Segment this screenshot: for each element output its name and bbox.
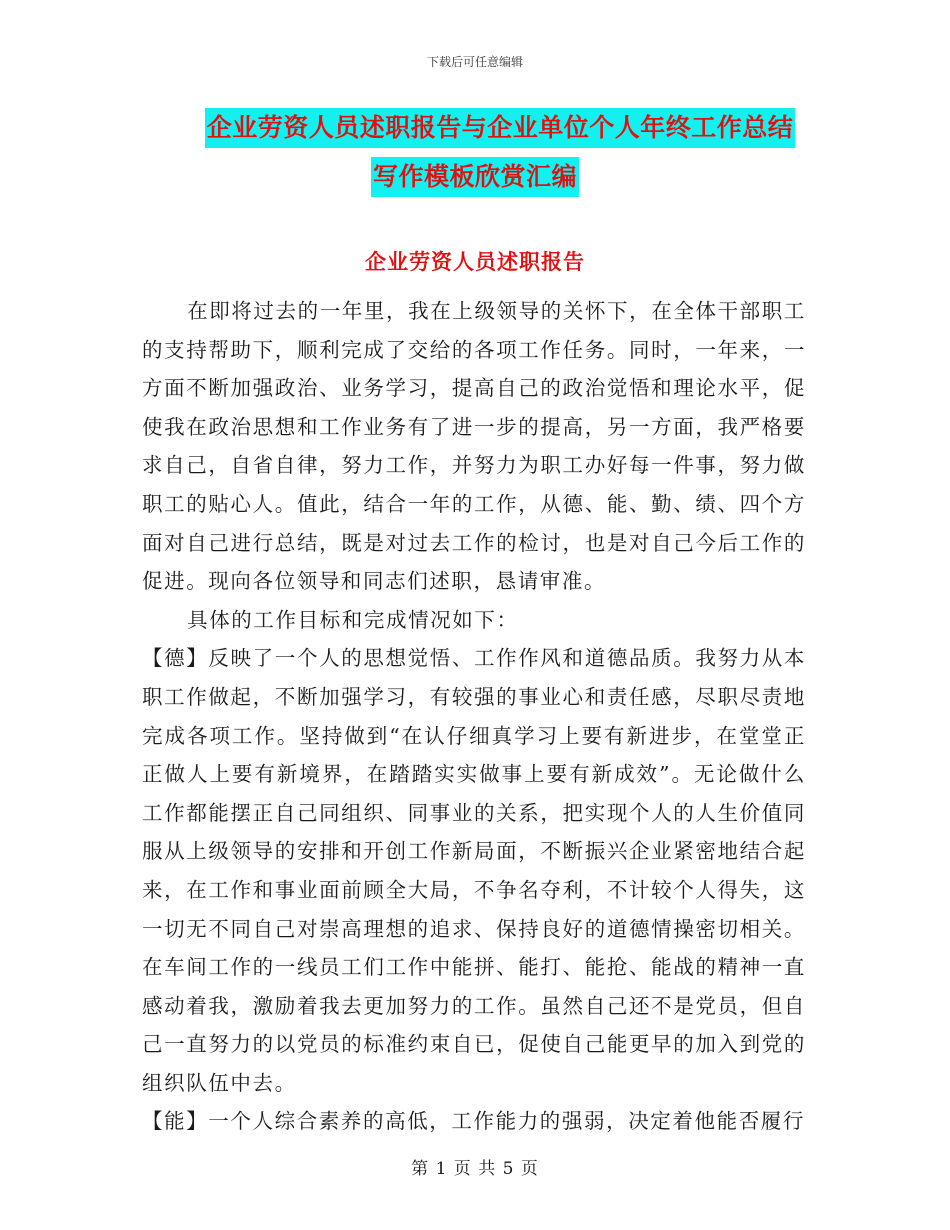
paragraph-de: 【德】反映了一个人的思想觉悟、工作作风和道德品质。我努力从本职工作做起，不断加强学习，有较强的事业心和责任感，尽职尽责地完成各项工作。坚持做到“在认仔细真学习上要有新进步，在堂堂正正做人上要有新境界，在踏踏实实做事上要有新成效”。无论做什么工作都能摆正自己同组织、同事业的关系，把实现个人的人生价值同服从上级领导的安排和开创工作新局面，不断振兴企业紧密地结合起来，在工作和事业面前顾全大局，不争名夺利，不计较个人得失，这一切无不同自己对崇高理想的追求、保持良好的道德情操密切相关。在车间工作的一线员工们工作中能拼、能打、能抢、能战的精神一直感动着我，激励着我去更加努力的工作。虽然自己还不是党员，但自己一直努力的以党员的标准约束自已，促使自己能更早的加入到党的组织队伍中去。 (142, 646, 806, 1095)
paragraph-neng: 【能】一个人综合素养的高低，工作能力的强弱，决定着他能否履行 (142, 1109, 805, 1134)
document-title (0, 108, 950, 206)
page-footer: 第 1 页 共 5 页 (411, 1159, 539, 1179)
paragraph-intro: 在即将过去的一年里，我在上级领导的关怀下，在全体干部职工的支持帮助下，顺利完成了交给的各项工作任务。同时，一年来，一方面不断加强政治、业务学习，提高自己的政治觉悟和理论水平，促使我在政治思想和工作业务有了进一步的提高，另一方面，我严格要求自己，自省自律，努力工作，并努力为职工办好每一件事，努力做职工的贴心人。值此，结合一年的工作，从德、能、勤、绩、四个方面对自己进行总结，既是对过去工作的检讨，也是对自己今后工作的促进。现向各位领导和同志们述职，恳请审准。 (142, 299, 806, 594)
paragraph-goals: 具体的工作目标和完成情况如下： (187, 607, 519, 632)
section-title: 企业劳资人员述职报告 (365, 250, 585, 274)
title-line-2: 写作模板欣赏汇编 (371, 157, 579, 197)
body-text (142, 292, 806, 1141)
title-line-1: 企业劳资人员述职报告与企业单位个人年终工作总结 (205, 108, 796, 148)
header-note: 下载后可任意编辑 (426, 55, 523, 69)
